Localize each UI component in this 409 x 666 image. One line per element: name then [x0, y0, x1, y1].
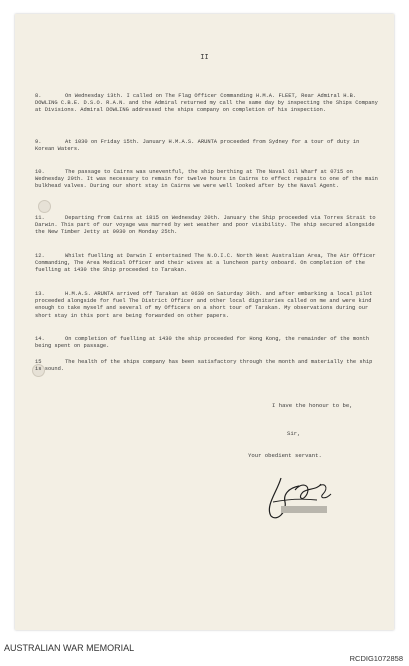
paragraph-text: Departing from Cairns at 1815 on Wednesday 20th. January the Ship proceeded via Torres Strait to Darwin. This part of our voyage was marred by wet weather and poor visibility. The ship secured alongside the New Timber Jetty at 0930 on Monday 25th. [35, 215, 376, 236]
paragraph-text: The passage to Cairns was uneventful, the ship berthing at The Naval Oil Wharf at 0715 on Wednesday 20th. It was necessary to remain for twelve hours in Cairns to effect repairs to one of the main bulkhead valves. During our short stay in Cairns we were well looked after by the Naval Agent. [35, 169, 378, 190]
paragraph-15 [35, 359, 381, 373]
closing-honour: I have the honour to be, [272, 402, 353, 409]
paragraph-text: On Wednesday 13th. I called on The Flag Officer Commanding H.M.A. FLEET, Rear Admiral H.B. DOWLING C.B.E. D.S.O. R.A.N. and the Admiral returned my call the same day by inspecting the Ships Company at Divisions. Admiral DOWLING addressed the ships company on completion of his inspection. [35, 93, 378, 114]
paragraph-11 [35, 215, 381, 237]
paragraph-text: Whilst fuelling at Darwin I entertained The N.O.I.C. North West Australian Area, The Air Officer Commanding, The Area Medical Officer and their wives at a luncheon party onboard. On completion of the fuelling at 1430 the Ship proceeded to Tarakan. [35, 253, 376, 274]
punch-hole-top [38, 200, 51, 213]
paragraph-14 [35, 336, 381, 350]
paragraph-12 [35, 253, 381, 275]
document-page [15, 14, 394, 630]
paragraph-number: 13. [35, 291, 45, 297]
paragraph-number: 10. [35, 169, 45, 175]
paragraph-8 [35, 93, 381, 115]
handwritten-signature [259, 472, 339, 522]
paragraph-number: 11. [35, 215, 45, 221]
paragraph-number: 12. [35, 253, 45, 259]
paragraph-9 [35, 139, 381, 153]
paragraph-text: H.M.A.S. ARUNTA arrived off Tarakan at 0630 on Saturday 30th. and after embarking a local pilot proceeded alongside for fuel The District Officer and other local dignitaries called on me and were kind enough to take myself and several of my Officers on a short tour of Tarakan. My observations during our short stay in this port are being forwarded on other papers. [35, 291, 373, 319]
closing-servant: Your obedient servant. [248, 452, 322, 459]
archive-footer [0, 636, 409, 666]
paragraph-text: At 1030 on Friday 15th. January H.M.A.S. ARUNTA proceeded from Sydney for a tour of duty in Korean Waters. [35, 139, 360, 153]
page-number: II [200, 54, 209, 62]
paragraph-13 [35, 291, 381, 320]
paragraph-number: 8. [35, 93, 42, 99]
rank-stamp [281, 506, 327, 513]
paragraph-10 [35, 169, 381, 191]
paragraph-text: On completion of fuelling at 1430 the ship proceeded for Hong Kong, the remainder of the month being spent on passage. [35, 336, 370, 350]
paragraph-number: 15 [35, 359, 42, 365]
paragraph-number: 9. [35, 139, 42, 145]
archive-credit: AUSTRALIAN WAR MEMORIAL [4, 643, 135, 653]
closing-salutation: Sir, [287, 430, 301, 437]
paragraph-number: 14. [35, 336, 45, 342]
record-id: RCDIG1072858 [349, 654, 403, 663]
paragraph-text: The health of the ships company has been satisfactory through the month and materially the ship is sound. [35, 359, 373, 373]
